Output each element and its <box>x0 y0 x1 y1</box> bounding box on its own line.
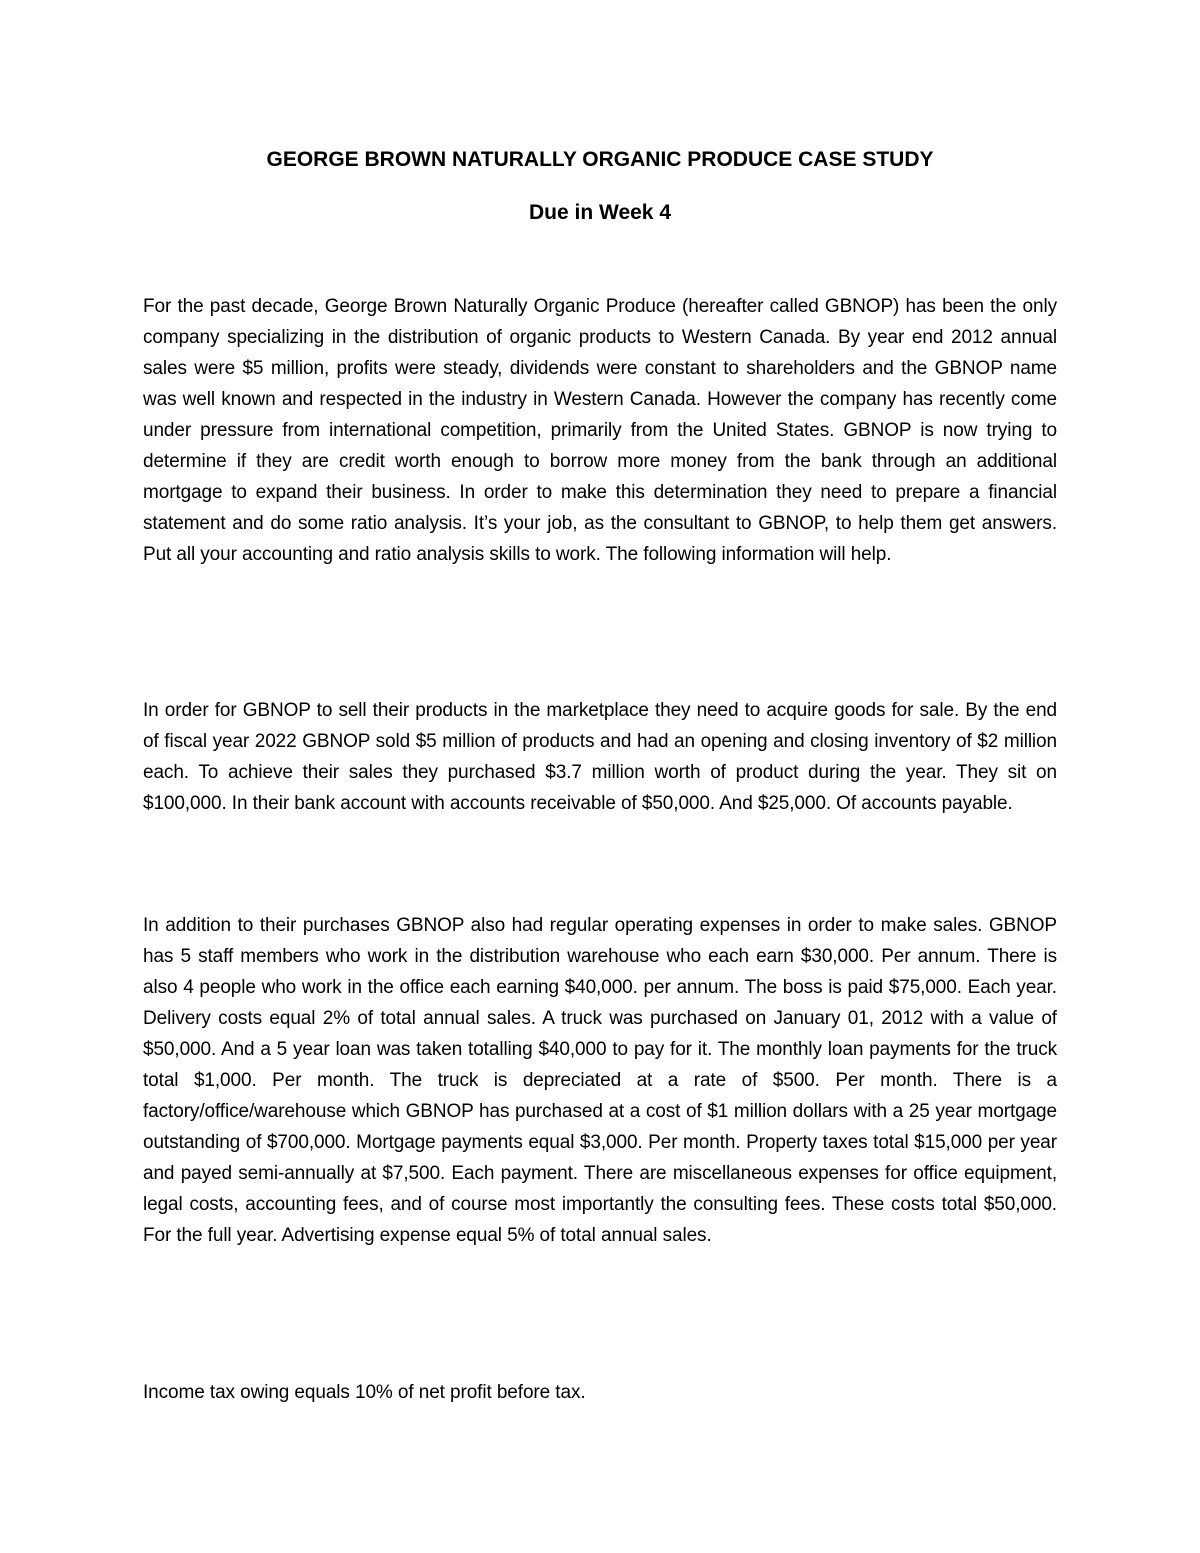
paragraph-operating-expenses: In addition to their purchases GBNOP also had regular operating expenses in order to make sales. GBNOP has 5 staff members who work in the distribution warehouse who each earn $30,000. Per annum. There is also 4 people who work in the office each earning $40,000. per annum. The boss is paid $75,000. Each year. Delivery costs equal 2% of total annual sales. A truck was purchased on January 01, 2012 with a value of $50,000. And a 5 year loan was taken totalling $40,000 to pay for it. The monthly loan payments for the truck total $1,000. Per month. The truck is depreciated at a rate of $500. Per month. There is a factory/office/warehouse which GBNOP has purchased at a cost of $1 million dollars with a 25 year mortgage outstanding of $700,000. Mortgage payments equal $3,000. Per month. Property taxes total $15,000 per year and payed semi-annually at $7,500. Each payment. There are miscellaneous expenses for office equipment, legal costs, accounting fees, and of course most importantly the consulting fees. These costs total $50,000. For the full year. Advertising expense equal 5% of total annual sales. <box>143 915 1057 1246</box>
document-title: GEORGE BROWN NATURALLY ORGANIC PRODUCE CASE STUDY <box>266 148 934 171</box>
paragraph-intro: For the past decade, George Brown Naturally Organic Produce (hereafter called GBNOP) has been the only company specializing in the distribution of organic products to Western Canada. By year end 2012 annual sales were $5 million, profits were steady, dividends were constant to shareholders and the GBNOP name was well known and respected in the industry in Western Canada. However the company has recently come under pressure from international competition, primarily from the United States. GBNOP is now trying to determine if they are credit worth enough to borrow more money from the bank through an additional mortgage to expand their business. In order to make this determination they need to prepare a financial statement and do some ratio analysis. It’s your job, as the consultant to GBNOP, to help them get answers. Put all your accounting and ratio analysis skills to work. The following information will help. <box>143 296 1057 565</box>
paragraph-inventory: In order for GBNOP to sell their products in the marketplace they need to acquire goods for sale. By the end of fiscal year 2022 GBNOP sold $5 million of products and had an opening and closing inventory of $2 million each. To achieve their sales they purchased $3.7 million worth of product during the year. They sit on $100,000. In their bank account with accounts receivable of $50,000. And $25,000. Of accounts payable. <box>143 700 1057 814</box>
paragraph-income-tax: Income tax owing equals 10% of net profit before tax. <box>143 1382 586 1403</box>
document-subtitle: Due in Week 4 <box>529 201 671 224</box>
